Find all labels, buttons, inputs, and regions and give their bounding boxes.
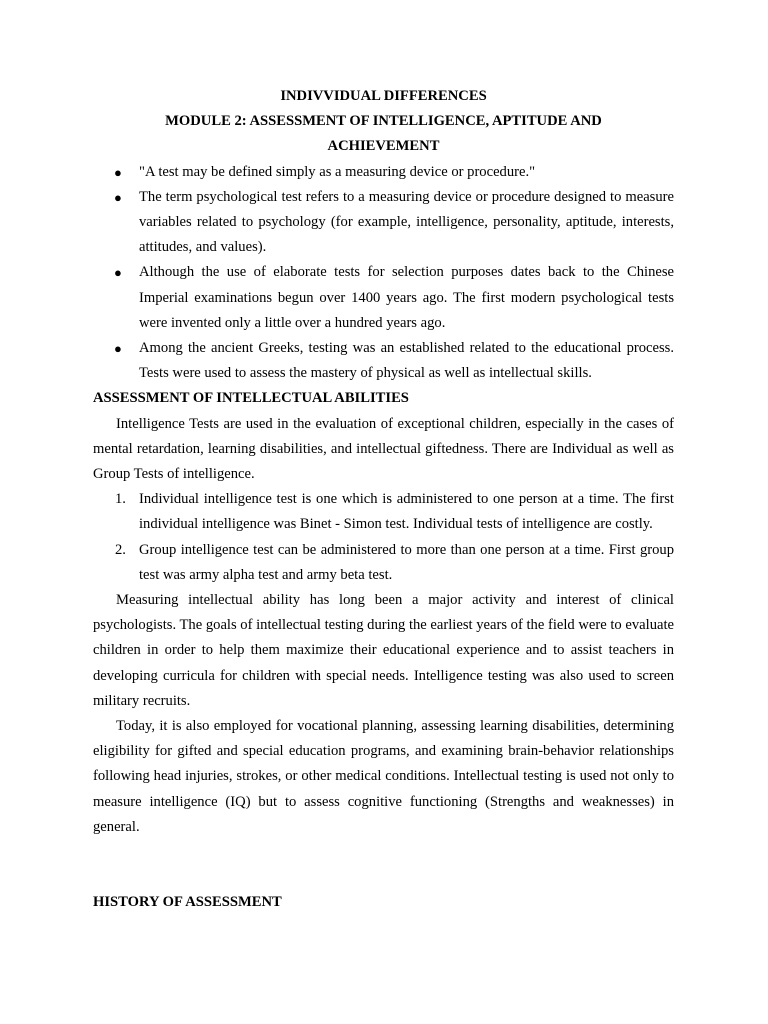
bullet-icon: ● [114, 265, 122, 281]
bullet-text: Although the use of elaborate tests for selection purposes dates back to the Chinese Imperial examinations begun over 1400 years ago. The first modern psychological tests were invented only a little over a hundred years ago. [139, 264, 674, 331]
document-page [93, 84, 674, 915]
item-text: Individual intelligence test is one which is administered to one person at a time. The first individual intelligence was Binet - Simon test. Individual tests of intelligence are costly. [139, 491, 674, 533]
bullet-text: "A test may be defined simply as a measuring device or procedure." [139, 163, 536, 180]
intro-bullet-list [93, 160, 674, 387]
paragraph-measuring-ability: Measuring intellectual ability has long been a major activity and interest of clinical psychologists. The goals of intellectual testing during the earliest years of the field were to evaluate children in order to help them maximize their educational experience and to assist teachers in developing curricula for children with special needs. Intelligence testing was also used to screen military recruits. [93, 592, 674, 709]
item-number: 1. [115, 491, 126, 508]
item-number: 2. [115, 541, 126, 558]
numbered-list [93, 487, 674, 588]
section-heading-history: HISTORY OF ASSESSMENT [93, 894, 282, 911]
bullet-item [93, 160, 674, 185]
bullet-text: The term psychological test refers to a measuring device or procedure designed to measure variables related to psychology (for example, intelligence, personality, aptitude, interests, attitudes, and values). [139, 188, 674, 256]
paragraph-intelligence-tests: Intelligence Tests are used in the evaluation of exceptional children, especially in the cases of mental retardation, learning disabilities, and intellectual giftedness. There are Individual as well as Group Tests of intelligence. [93, 415, 674, 483]
bullet-item [93, 185, 674, 261]
document-title: INDIVVIDUAL DIFFERENCES [280, 88, 487, 104]
paragraph-today: Today, it is also employed for vocational planning, assessing learning disabilities, determining eligibility for gifted and special education programs, and examining brain-behavior relationships following head injuries, strokes, or other medical conditions. Intellectual testing is used not only to measure intelligence (IQ) but to assess cognitive functioning (Strengths and weaknesses) in general. [93, 718, 674, 835]
bullet-item [93, 336, 674, 386]
bullet-icon: ● [114, 341, 122, 357]
module-title: MODULE 2: ASSESSMENT OF INTELLIGENCE, APTITUDE AND ACHIEVEMENT [165, 113, 602, 155]
numbered-item [93, 538, 674, 588]
bullet-item [93, 260, 674, 336]
item-text: Group intelligence test can be administered to more than one person at a time. First group test was army alpha test and army beta test. [139, 541, 674, 583]
blank-space [93, 840, 674, 890]
bullet-text: Among the ancient Greeks, testing was an established related to the educational process. Tests were used to assess the mastery of physical as well as intellectual skills. [139, 340, 674, 382]
bullet-icon: ● [114, 164, 122, 180]
numbered-item [93, 487, 674, 537]
bullet-icon: ● [114, 189, 122, 205]
section-heading-intellectual-abilities: ASSESSMENT OF INTELLECTUAL ABILITIES [93, 390, 409, 407]
